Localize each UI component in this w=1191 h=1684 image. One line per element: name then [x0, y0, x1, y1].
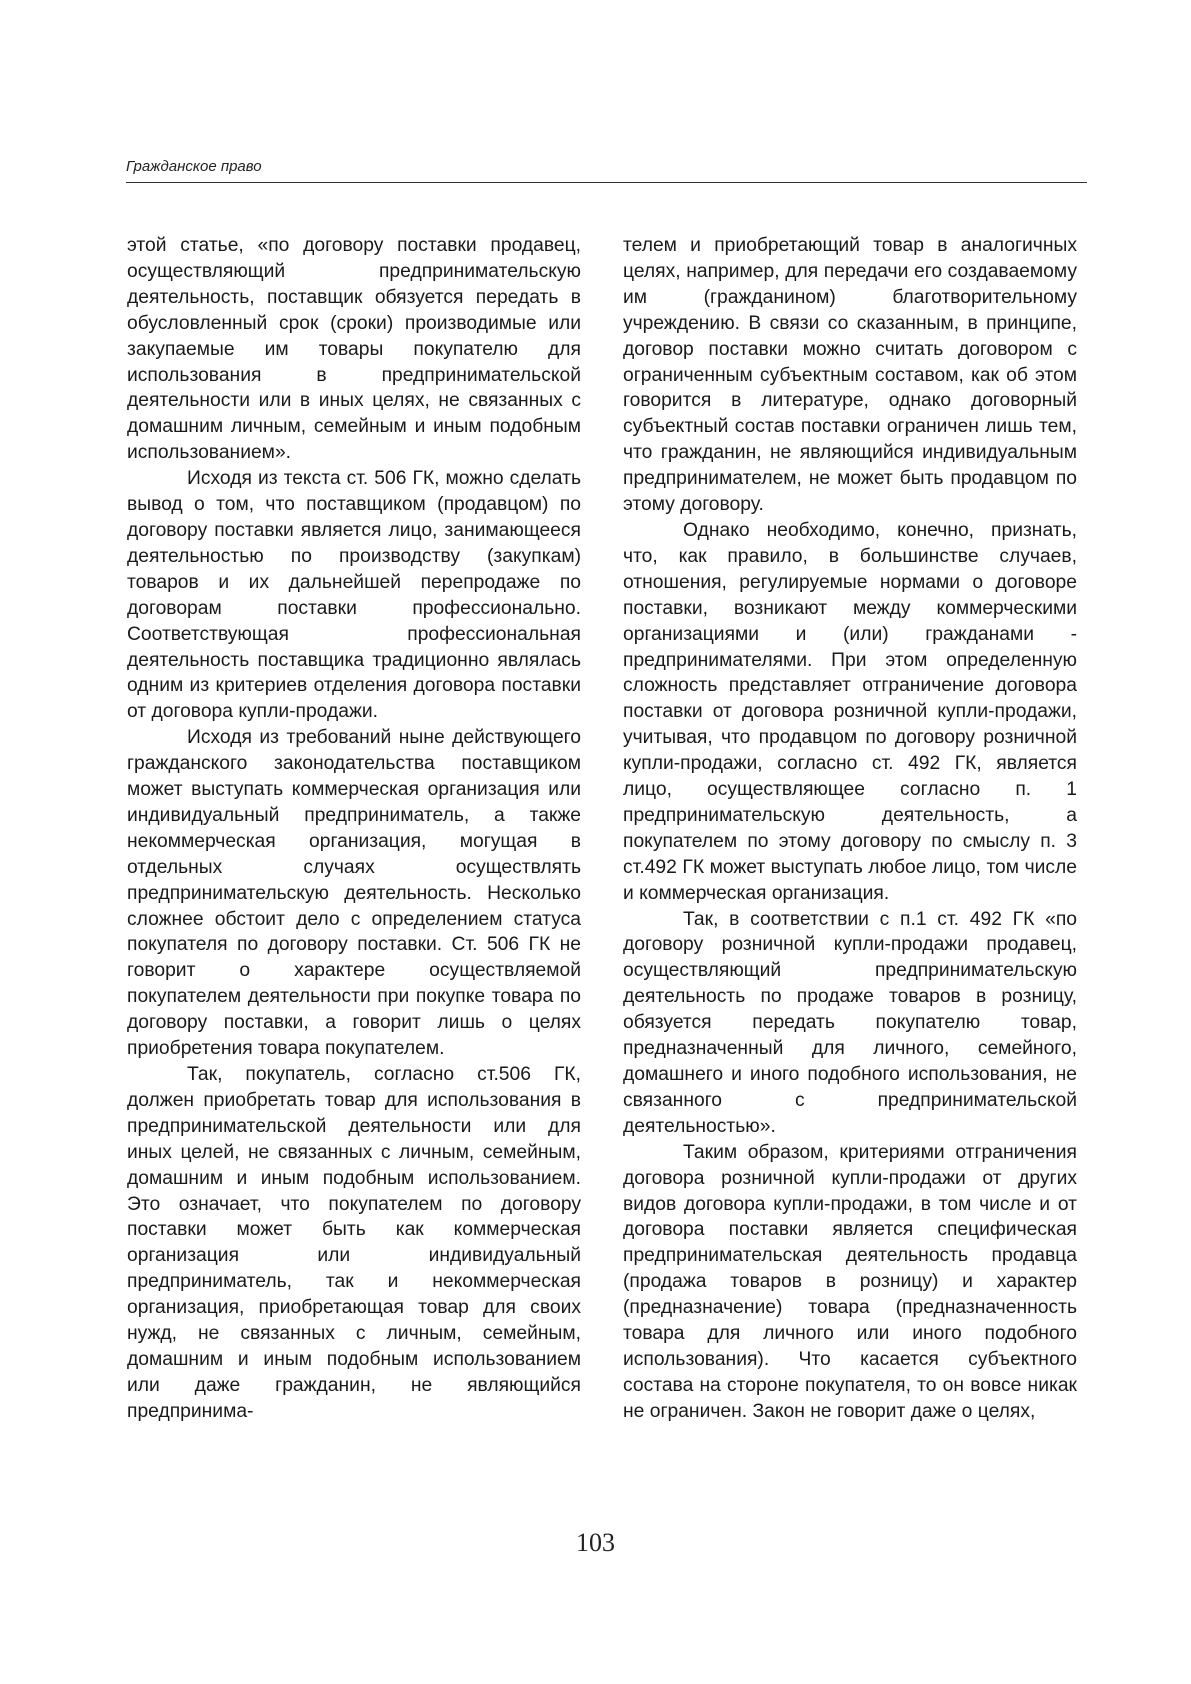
paragraph: этой статье, «по договору поставки продавец, осуществляющий предпринимательскую деятельность, поставщик обязуется передать в обусловленный срок (сроки) производимые или закупаемые им товары покупателю для использования в предпринимательской деятельности или в иных целях, не связанных с домашним личным, семейным и иным подобным использованием».: [127, 235, 581, 464]
right-text-column: [623, 233, 1077, 1425]
paragraph: Однако необходимо, конечно, признать, что, как правило, в большинстве случаев, отношения, регулируемые нормами о договоре поставки, возникают между коммерческими организациями и (или) гражданами - предпринимателями. При этом определенную сложность представляет отграничение договора поставки от договора розничной купли-продажи, учитывая, что продавцом по договору розничной купли-продажи, согласно ст. 492 ГК, является лицо, осуществляющее согласно п. 1 предпринимательскую деятельность, а покупателем по этому договору по смыслу п. 3 ст.492 ГК может выступать любое лицо, том числе и коммерческая организация.: [623, 519, 1077, 904]
paragraph: Исходя из текста ст. 506 ГК, можно сделать вывод о том, что поставщиком (продавцом) по договору поставки является лицо, занимающееся деятельностью по производству (закупкам) товаров и их дальнейшей перепродаже по договорам поставки профессионально. Соответствующая профессиональная деятельность поставщика традиционно являлась одним из критериев отделения договора поставки от договора купли-продажи.: [127, 468, 581, 723]
header-divider: [126, 182, 1087, 183]
paragraph: Таким образом, критериями отграничения договора розничной купли-продажи от других видов договора купли-продажи, в том числе и от договора поставки является специфическая предпринимательская деятельность продавца (продажа товаров в розницу) и характер (предназначение) товара (предназначенность товара для личного или иного подобного использования). Что касается субъектного состава на стороне покупателя, то он вовсе никак не ограничен. Закон не говорит даже о целях,: [623, 1141, 1077, 1422]
left-text-column: [127, 233, 581, 1425]
running-header-title: Гражданское право: [126, 158, 262, 175]
paragraph: телем и приобретающий товар в аналогичных целях, например, для передачи его создаваемому им (гражданином) благотворительному учреждению. В связи со сказанным, в принципе, договор поставки можно считать договором с ограниченным субъектным составом, как об этом говорится в литературе, однако договорный субъектный состав поставки ограничен лишь тем, что гражданин, не являющийся индивидуальным предпринимателем, не может быть продавцом по этому договору.: [623, 235, 1077, 516]
paragraph: Так, в соответствии с п.1 ст. 492 ГК «по договору розничной купли-продажи продавец, осуществляющий предпринимательскую деятельность по продаже товаров в розницу, обязуется передать покупателю товар, предназначенный для личного, семейного, домашнего и иного подобного использования, не связанного с предпринимательской деятельностью».: [623, 908, 1077, 1137]
page-number: 103: [576, 1528, 615, 1557]
paragraph: Так, покупатель, согласно ст.506 ГК, должен приобретать товар для использования в предпринимательской деятельности или для иных целей, не связанных с личным, семейным, домашним и иным подобным использованием. Это означает, что покупателем по договору поставки может быть как коммерческая организация или индивидуальный предприниматель, так и некоммерческая организация, приобретающая товар для своих нужд, не связанных с личным, семейным, домашним и иным подобным использованием или даже гражданин, не являющийся предпринима-: [127, 1064, 581, 1422]
paragraph: Исходя из требований ныне действующего гражданского законодательства поставщиком может выступать коммерческая организация или индивидуальный предприниматель, а также некоммерческая организация, могущая в отдельных случаях осуществлять предпринимательскую деятельность. Несколько сложнее обстоит дело с определением статуса покупателя по договору поставки. Ст. 506 ГК не говорит о характере осуществляемой покупателем деятельности при покупке товара по договору поставки, а говорит лишь о целях приобретения товара покупателем.: [127, 727, 581, 1060]
